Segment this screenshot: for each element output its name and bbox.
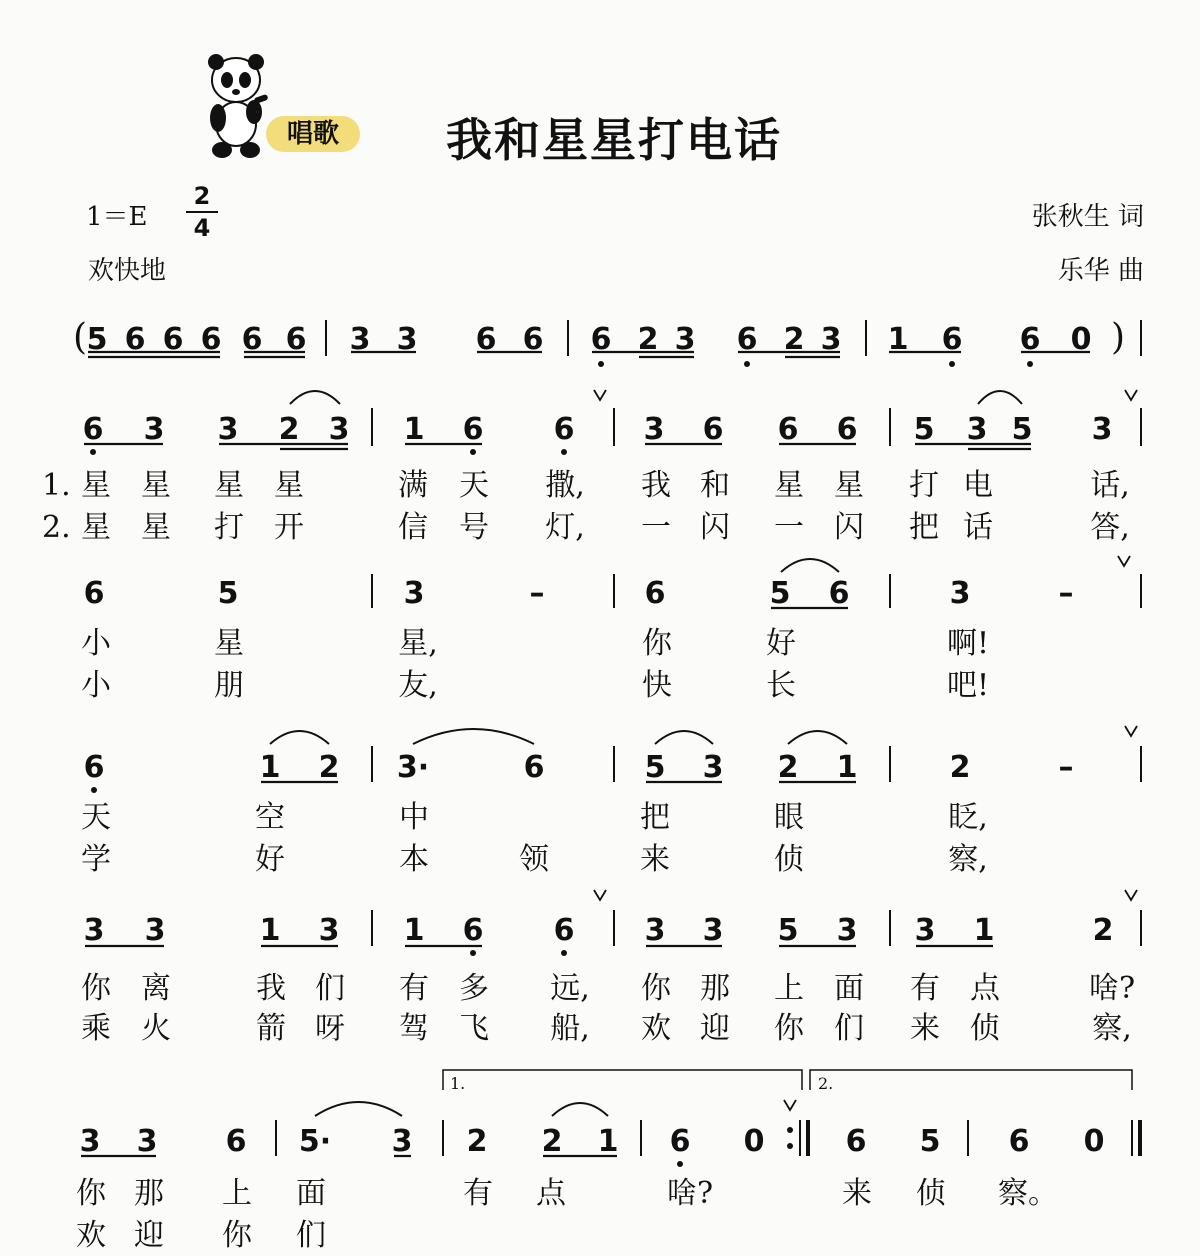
lyric-6-3: 们 <box>315 971 345 1006</box>
note-3-2: 2 <box>318 750 340 785</box>
note-5-8: 6 <box>669 1124 691 1159</box>
note-1-11: 6 <box>836 412 858 447</box>
note-0-13: 3 <box>674 322 696 357</box>
score-lyrics <box>42 468 1135 1253</box>
lyric-8-6: 啥? <box>666 1176 714 1211</box>
lyric-3-0: 小 <box>81 668 111 703</box>
note-4-5: 6 <box>462 913 484 948</box>
note-5-10: 6 <box>845 1124 867 1159</box>
note-0-11: 6 <box>590 322 612 357</box>
lyric-6-4: 有 <box>399 971 429 1006</box>
tempo-marking: 欢快地 <box>88 256 167 286</box>
lyric-5-3: 领 <box>519 842 549 877</box>
volta-2-label: 2. <box>818 1074 834 1093</box>
lyric-6-7: 你 <box>641 971 671 1006</box>
note-5-12: 6 <box>1008 1124 1030 1159</box>
breath-r4-a <box>1125 726 1137 736</box>
lyric-9-1: 迎 <box>134 1218 164 1253</box>
note-4-8: 3 <box>702 913 724 948</box>
lyric-4-0: 天 <box>81 800 111 835</box>
slur-r2-a <box>290 391 340 404</box>
note-3-6: 3 <box>702 750 724 785</box>
note-3-5: 5 <box>644 750 666 785</box>
lyric-8-8: 侦 <box>916 1176 946 1211</box>
lyric-1-2: 打 <box>214 510 244 545</box>
low-dot-r1-1 <box>744 361 750 367</box>
lyric-7-9: 你 <box>774 1011 804 1046</box>
note-3-7: 2 <box>777 750 799 785</box>
time-denominator: 4 <box>193 214 211 242</box>
verse-number-1: 1. <box>42 468 71 503</box>
low-dot-r5-0 <box>470 950 476 956</box>
note-4-1: 3 <box>144 913 166 948</box>
composer-credit: 乐华 曲 <box>1057 256 1144 286</box>
note-0-8: 3 <box>396 322 418 357</box>
lyric-7-2: 箭 <box>256 1011 286 1046</box>
breath-r2-a <box>594 390 606 400</box>
note-1-2: 3 <box>217 412 239 447</box>
lyric-0-12: 电 <box>963 468 993 503</box>
lyric-7-7: 欢 <box>641 1011 671 1046</box>
lyric-1-6: 灯, <box>545 510 585 545</box>
lyric-0-0: 星 <box>81 468 111 503</box>
note-1-3: 2 <box>278 412 300 447</box>
lyric-2-5: 啊! <box>946 626 990 661</box>
lyric-1-11: 把 <box>909 510 939 545</box>
lyric-1-7: 一 <box>641 510 671 545</box>
note-1-5: 1 <box>403 412 425 447</box>
lyric-3-1: 朋 <box>214 668 244 703</box>
lyric-4-1: 空 <box>255 800 285 835</box>
note-3-1: 1 <box>259 750 281 785</box>
note-1-10: 6 <box>777 412 799 447</box>
lyric-4-3: 把 <box>640 800 670 835</box>
note-4-7: 3 <box>644 913 666 948</box>
note-4-12: 1 <box>973 913 995 948</box>
lyric-8-4: 有 <box>463 1176 493 1211</box>
note-2-8: – <box>1058 576 1074 611</box>
note-1-12: 5 <box>913 412 935 447</box>
lyric-7-5: 飞 <box>459 1011 489 1046</box>
note-4-9: 5 <box>777 913 799 948</box>
time-numerator: 2 <box>193 182 211 210</box>
lyric-8-7: 来 <box>842 1176 872 1211</box>
lyric-6-1: 离 <box>141 971 171 1006</box>
note-5-7: 1 <box>597 1124 619 1159</box>
lyric-7-6: 船, <box>550 1011 590 1046</box>
verse-number-2: 2. <box>42 510 71 545</box>
note-0-12: 2 <box>637 322 659 357</box>
breath-r6-a <box>784 1100 796 1110</box>
note-4-6: 6 <box>553 913 575 948</box>
low-dot-r1-2 <box>949 361 955 367</box>
note-5-5: 2 <box>466 1124 488 1159</box>
note-2-4: 6 <box>644 576 666 611</box>
lyric-1-9: 一 <box>774 510 804 545</box>
lyric-0-13: 话, <box>1090 468 1130 503</box>
note-2-1: 5 <box>217 576 239 611</box>
note-1-6: 6 <box>462 412 484 447</box>
lyric-4-4: 眼 <box>774 800 804 835</box>
lyric-1-0: 星 <box>81 510 111 545</box>
note-1-0: 6 <box>82 412 104 447</box>
slur-r4-c <box>655 731 713 744</box>
breath-r5-b <box>1125 890 1137 900</box>
lyric-0-9: 星 <box>774 468 804 503</box>
slur-r4-d <box>788 731 847 744</box>
lyric-8-0: 你 <box>76 1176 106 1211</box>
lyric-6-11: 有 <box>910 971 940 1006</box>
lyric-7-11: 来 <box>910 1011 940 1046</box>
repeat-dot-b <box>787 1143 793 1149</box>
note-2-6: 6 <box>828 576 850 611</box>
note-0-1: 5 <box>86 322 108 357</box>
lyric-7-8: 迎 <box>700 1011 730 1046</box>
lyric-2-1: 星 <box>214 626 244 661</box>
lyric-6-6: 远, <box>550 971 590 1006</box>
note-0-17: 1 <box>887 322 909 357</box>
lyric-8-3: 面 <box>296 1176 326 1211</box>
slur-r6-a <box>315 1102 402 1116</box>
breath-r3-a <box>1118 556 1130 566</box>
note-0-18: 6 <box>941 322 963 357</box>
volta-1-label: 1. <box>450 1074 466 1093</box>
lyric-4-2: 中 <box>399 800 429 835</box>
note-4-4: 1 <box>403 913 425 948</box>
note-3-10: – <box>1058 750 1074 785</box>
lyric-1-4: 信 <box>398 510 428 545</box>
low-dot-r4-0 <box>91 787 97 793</box>
lyric-0-6: 撒, <box>545 468 585 503</box>
note-0-14: 6 <box>736 322 758 357</box>
lyric-0-7: 我 <box>641 468 671 503</box>
lyric-5-5: 侦 <box>774 842 804 877</box>
lyric-5-1: 好 <box>255 842 285 877</box>
note-2-3: – <box>529 576 545 611</box>
note-2-0: 6 <box>83 576 105 611</box>
lyric-5-6: 察, <box>948 842 988 877</box>
slur-r3-a <box>781 559 839 572</box>
breath-r2-b <box>1125 390 1137 400</box>
note-5-6: 2 <box>541 1124 563 1159</box>
score-notes <box>73 317 1125 1159</box>
lyric-0-1: 星 <box>141 468 171 503</box>
note-5-9: 0 <box>743 1124 765 1159</box>
low-dot-r6-0 <box>677 1161 683 1167</box>
note-5-1: 3 <box>136 1124 158 1159</box>
note-4-11: 3 <box>914 913 936 948</box>
note-5-3: 5· <box>298 1124 332 1159</box>
lyric-8-1: 那 <box>134 1176 164 1211</box>
note-3-4: 6 <box>523 750 545 785</box>
note-0-15: 2 <box>783 322 805 357</box>
repeat-dot-a <box>787 1127 793 1133</box>
note-1-9: 6 <box>702 412 724 447</box>
lyric-7-13: 察, <box>1092 1011 1132 1046</box>
lyric-1-12: 话 <box>963 510 993 545</box>
lyric-0-8: 和 <box>700 468 730 503</box>
low-dot-r2-2 <box>561 449 567 455</box>
lyric-9-0: 欢 <box>76 1218 106 1253</box>
note-2-5: 5 <box>769 576 791 611</box>
lyric-1-3: 开 <box>274 510 304 545</box>
note-4-13: 2 <box>1092 913 1114 948</box>
note-4-2: 1 <box>259 913 281 948</box>
lyric-7-3: 呀 <box>315 1011 345 1046</box>
note-1-14: 5 <box>1011 412 1033 447</box>
note-0-10: 6 <box>522 322 544 357</box>
slur-r4-a <box>270 731 329 744</box>
note-4-0: 3 <box>83 913 105 948</box>
lyric-5-0: 学 <box>81 842 111 877</box>
note-1-7: 6 <box>553 412 575 447</box>
note-0-21: ) <box>1110 317 1126 358</box>
note-0-16: 3 <box>820 322 842 357</box>
lyric-1-1: 星 <box>141 510 171 545</box>
note-3-3: 3· <box>396 750 430 785</box>
note-0-20: 0 <box>1070 322 1092 357</box>
sing-badge: 唱歌 <box>266 116 360 152</box>
low-dot-r5-1 <box>561 950 567 956</box>
low-dot-r1-0 <box>598 361 604 367</box>
key-signature: 1＝E <box>86 202 148 232</box>
lyric-6-9: 上 <box>774 971 804 1006</box>
lyric-1-5: 号 <box>459 510 489 545</box>
note-0-19: 6 <box>1019 322 1041 357</box>
slur-r6-b <box>552 1103 608 1116</box>
note-3-8: 1 <box>836 750 858 785</box>
lyric-6-13: 啥? <box>1088 971 1136 1006</box>
lyric-0-3: 星 <box>274 468 304 503</box>
lyric-8-5: 点 <box>536 1176 566 1211</box>
lyric-8-2: 上 <box>222 1176 252 1211</box>
lyric-8-9: 察。 <box>998 1176 1058 1211</box>
note-0-9: 6 <box>475 322 497 357</box>
note-4-10: 3 <box>836 913 858 948</box>
breath-r5-a <box>594 890 606 900</box>
note-0-0: ( <box>72 317 88 358</box>
note-0-3: 6 <box>162 322 184 357</box>
note-5-2: 6 <box>225 1124 247 1159</box>
lyric-6-2: 我 <box>256 971 286 1006</box>
low-dot-r1-3 <box>1027 361 1033 367</box>
note-1-1: 3 <box>143 412 165 447</box>
note-0-7: 3 <box>349 322 371 357</box>
lyric-2-0: 小 <box>81 626 111 661</box>
lyric-7-4: 驾 <box>399 1011 429 1046</box>
note-5-13: 0 <box>1083 1124 1105 1159</box>
lyric-1-8: 闪 <box>700 510 730 545</box>
lyric-7-0: 乘 <box>81 1011 111 1046</box>
lyricist-credit: 张秋生 词 <box>1031 202 1144 232</box>
lyric-2-4: 好 <box>766 626 796 661</box>
note-5-0: 3 <box>79 1124 101 1159</box>
lyric-0-5: 天 <box>459 468 489 503</box>
note-2-7: 3 <box>949 576 971 611</box>
note-3-0: 6 <box>83 750 105 785</box>
low-dot-r2-1 <box>470 449 476 455</box>
lyric-9-2: 你 <box>222 1218 252 1253</box>
lyric-0-10: 星 <box>834 468 864 503</box>
note-3-9: 2 <box>949 750 971 785</box>
note-4-3: 3 <box>318 913 340 948</box>
lyric-1-13: 答, <box>1090 510 1130 545</box>
lyric-2-3: 你 <box>642 626 672 661</box>
note-0-5: 6 <box>241 322 263 357</box>
lyric-0-11: 打 <box>909 468 939 503</box>
lyric-3-2: 友, <box>398 668 438 703</box>
lyric-6-0: 你 <box>81 971 111 1006</box>
lyric-5-2: 本 <box>399 842 429 877</box>
lyric-6-5: 多 <box>459 971 489 1006</box>
lyric-6-8: 那 <box>700 971 730 1006</box>
lyric-5-4: 来 <box>640 842 670 877</box>
note-1-13: 3 <box>966 412 988 447</box>
lyric-3-4: 长 <box>766 668 796 703</box>
note-5-11: 5 <box>919 1124 941 1159</box>
note-1-4: 3 <box>328 412 350 447</box>
lyric-3-5: 吧! <box>946 668 990 703</box>
lyric-2-2: 星, <box>398 626 438 661</box>
lyric-6-10: 面 <box>834 971 864 1006</box>
note-1-8: 3 <box>643 412 665 447</box>
lyric-7-10: 们 <box>834 1011 864 1046</box>
lyric-1-10: 闪 <box>834 510 864 545</box>
volta-2-bracket <box>810 1070 1132 1090</box>
note-0-2: 6 <box>124 322 146 357</box>
note-5-4: 3 <box>391 1124 413 1159</box>
lyric-3-3: 快 <box>642 668 672 703</box>
volta-1-bracket <box>443 1070 802 1090</box>
note-0-4: 6 <box>200 322 222 357</box>
lyric-7-12: 侦 <box>970 1011 1000 1046</box>
low-dot-r2-0 <box>90 449 96 455</box>
note-1-15: 3 <box>1091 412 1113 447</box>
lyric-0-2: 星 <box>214 468 244 503</box>
slur-r4-b <box>413 729 534 744</box>
lyric-7-1: 火 <box>141 1011 171 1046</box>
slur-r2-b <box>978 391 1022 404</box>
lyric-4-5: 眨, <box>948 800 988 835</box>
note-0-6: 6 <box>285 322 307 357</box>
lyric-0-4: 满 <box>398 468 428 503</box>
lyric-6-12: 点 <box>970 971 1000 1006</box>
song-title: 我和星星打电话 <box>446 113 782 167</box>
note-2-2: 3 <box>403 576 425 611</box>
lyric-9-3: 们 <box>296 1218 326 1253</box>
